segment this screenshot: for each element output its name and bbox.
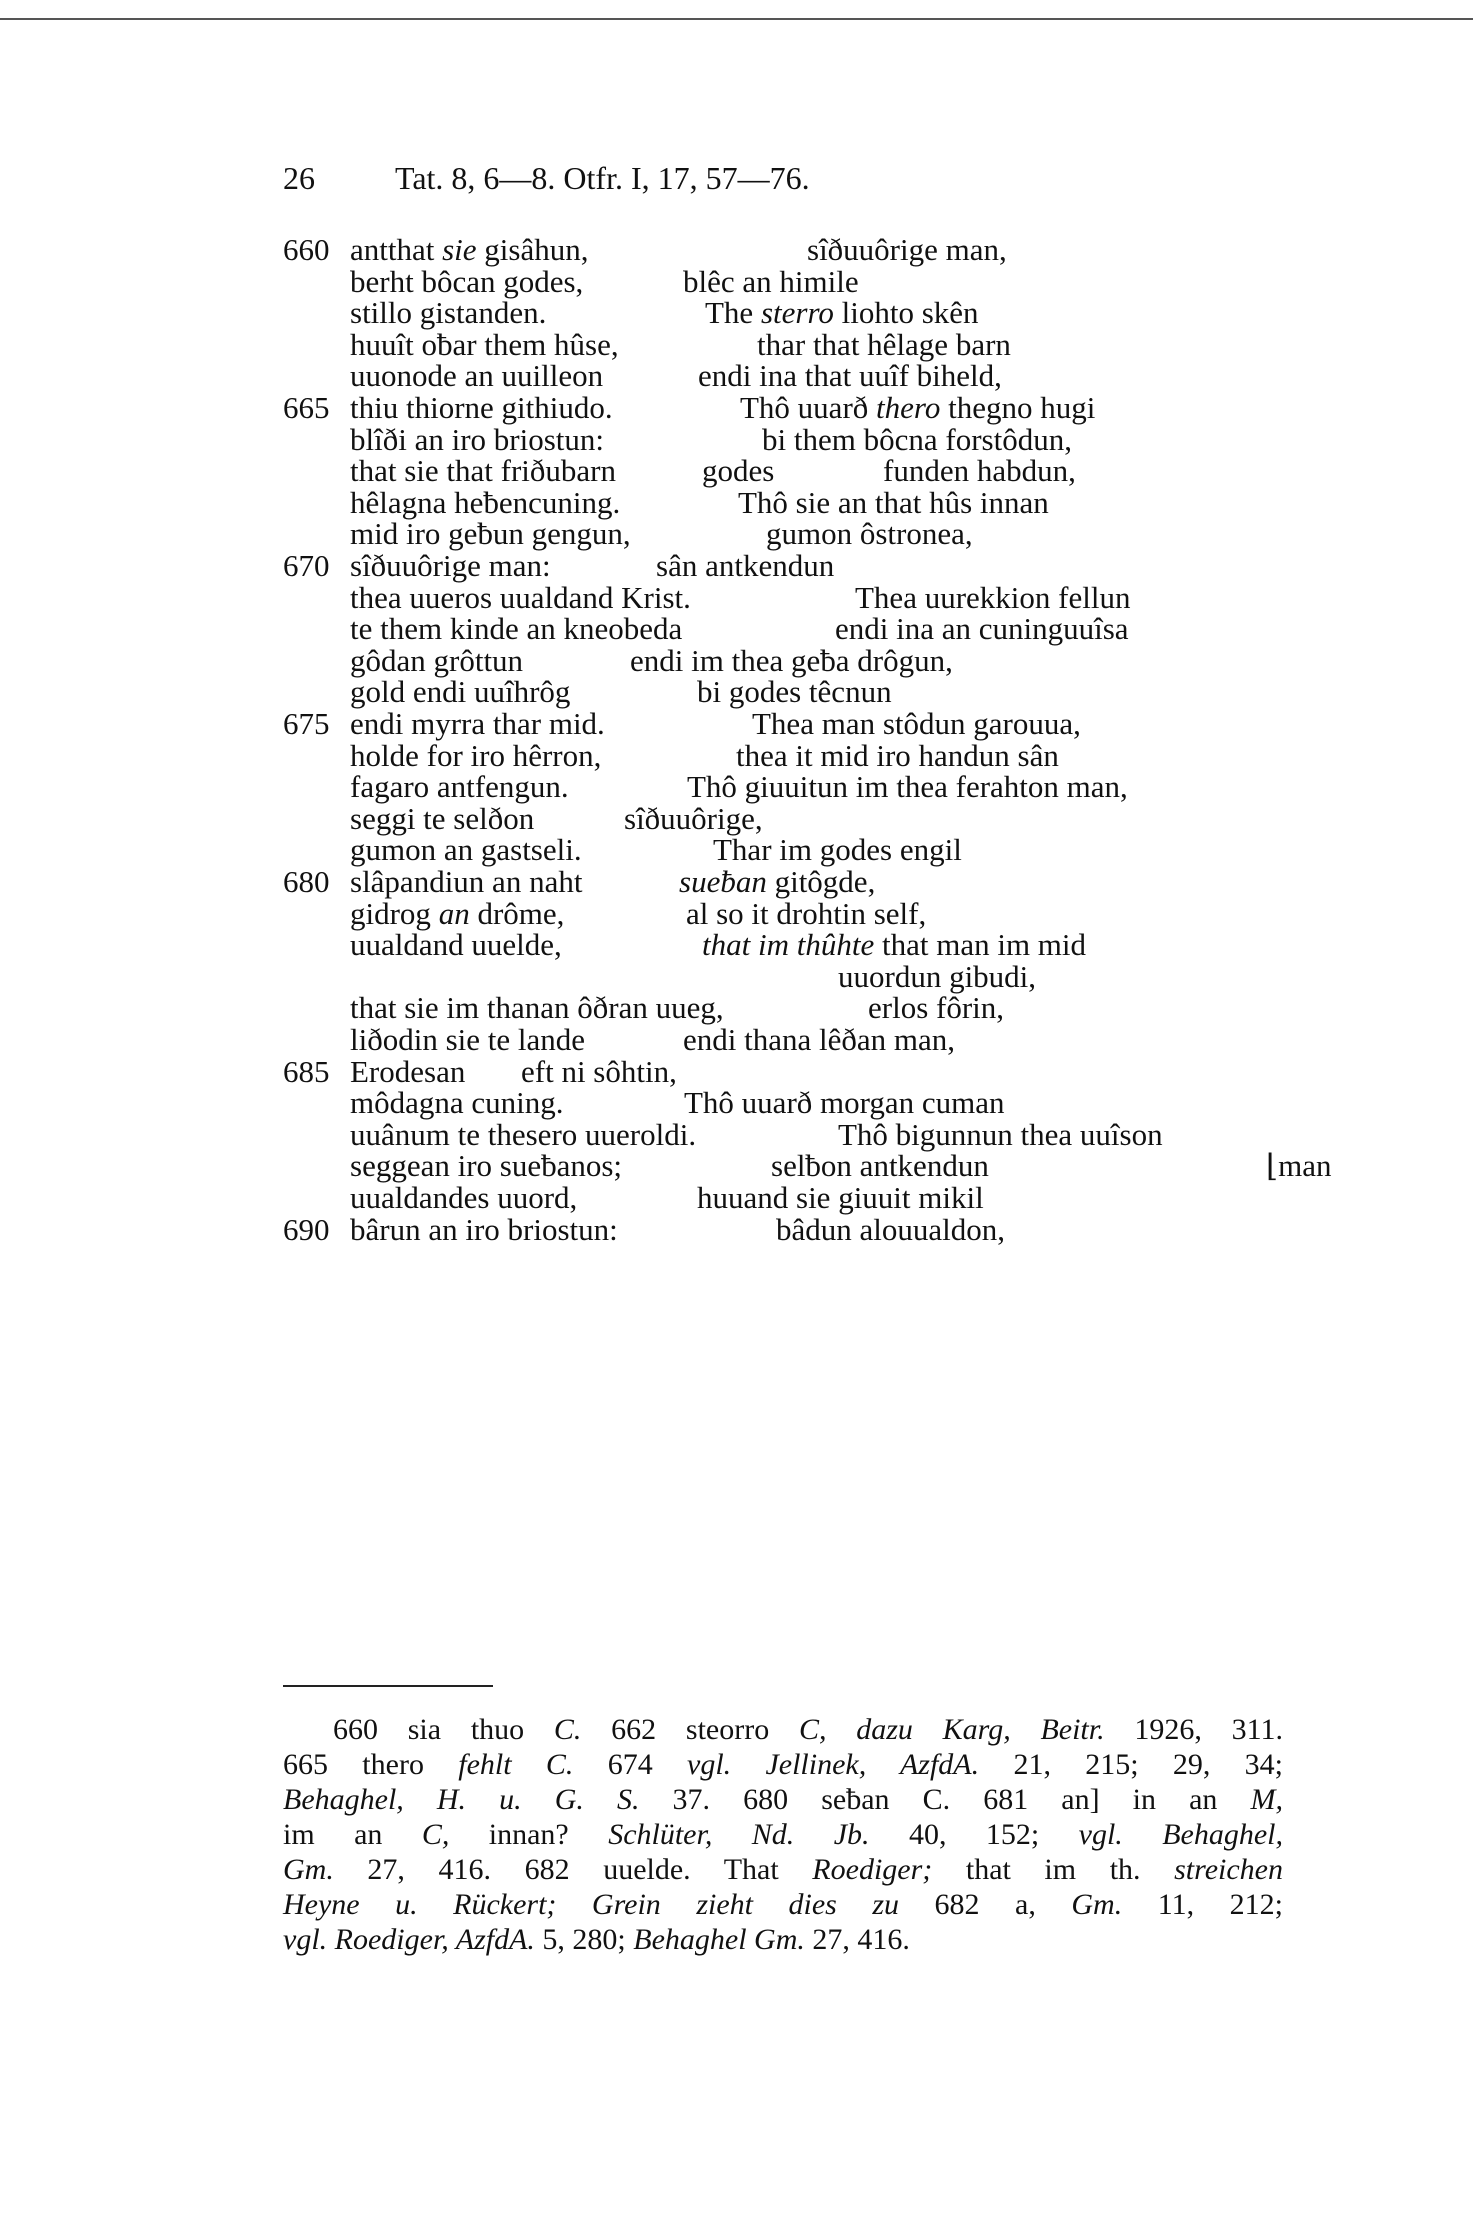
second-half-line: eft ni sôhtin, — [521, 1053, 677, 1089]
second-half-line: uuordun gibudi, — [838, 958, 1037, 994]
first-half-line: antthat sie gisâhun, — [350, 232, 589, 267]
footnote-line-2: 665 thero fehlt C. 674 vgl. Jellinek, AzfdA. 21, 215; 29, 34; — [283, 1748, 1284, 1781]
second-half-line: selƀon antkendun — [771, 1148, 989, 1184]
first-half-line: that sie im thanan ôðran uueg, — [350, 990, 724, 1026]
line-number: 685 — [283, 1053, 330, 1089]
second-half-line: The sterro liohto skên — [705, 295, 979, 331]
first-half-line: uuonode an uuilleon — [350, 358, 604, 394]
footnote-line-4: im an C, innan? Schlüter, Nd. Jb. 40, 152; vgl. Behaghel, — [283, 1818, 1283, 1851]
page-header — [283, 160, 1183, 200]
first-half-line: blîði an iro briostun: — [350, 421, 605, 457]
second-half-line: blêc an himile — [683, 263, 859, 299]
first-half-line: berht bôcan godes, — [350, 263, 584, 299]
line-number: 690 — [283, 1211, 330, 1247]
first-half-line: fagaro antfengun. — [350, 769, 569, 805]
second-half-line: endi ina that uuîf biheld, — [698, 358, 1002, 394]
line-number: 665 — [283, 390, 330, 425]
second-half-line: endi thana lêðan man, — [683, 1022, 956, 1057]
third-segment: funden habdun, — [883, 453, 1076, 489]
first-half-line: holde for iro hêrron, — [350, 737, 602, 773]
first-half-line: thiu thiorne githiudo. — [350, 390, 613, 425]
second-half-line: Thô uuarð morgan cuman — [684, 1085, 1005, 1121]
second-half-line: sueƀan gitôgde, — [679, 864, 876, 899]
second-half-line: Thea uurekkion fellun — [855, 579, 1131, 615]
second-half-line: sân antkendun — [656, 548, 835, 583]
second-half-line: endi im thea geƀa drôgun, — [630, 642, 953, 678]
second-half-line: bâdun alouualdon, — [776, 1211, 1006, 1247]
first-half-line: endi myrra thar mid. — [350, 706, 605, 741]
first-half-line: seggean iro sueƀanos; — [350, 1148, 623, 1184]
second-half-line: bi godes têcnun — [697, 674, 892, 710]
footnote-line-6: Heyne u. Rückert; Grein zieht dies zu 682 a, Gm. 11, 212; — [283, 1888, 1283, 1921]
second-half-line: that im thûhte that man im mid — [702, 927, 1087, 963]
first-half-line: huuît oƀar them hûse, — [350, 326, 619, 362]
first-half-line: bârun an iro briostun: — [350, 1211, 618, 1247]
first-half-line: Erodesan — [350, 1053, 466, 1089]
first-half-line: uualdandes uuord, — [350, 1180, 578, 1215]
second-half-line: Thô sie an that hûs innan — [738, 484, 1049, 520]
line-number: 675 — [283, 706, 330, 741]
second-half-line: gumon ôstronea, — [766, 516, 973, 552]
footnote-line-1: 660 sia thuo C. 662 steorro C, dazu Karg, Beitr. 1926, 311. — [333, 1713, 1284, 1746]
second-half-line: Thô giuuitun im thea ferahton man, — [687, 769, 1128, 805]
footnote-line-5: Gm. 27, 416. 682 uuelde. That Roediger; that im th. streichen — [283, 1853, 1283, 1886]
first-half-line: that sie that friðubarn — [350, 453, 616, 489]
first-half-line: môdagna cuning. — [350, 1085, 564, 1121]
first-half-line: seggi te selðon — [350, 800, 535, 836]
line-number: 670 — [283, 548, 330, 583]
line-number: 680 — [283, 864, 330, 899]
second-half-line: Thea man stôdun garouua, — [752, 706, 1081, 741]
first-half-line: slâpandiun an naht — [350, 864, 583, 899]
first-half-line: gidrog an drôme, — [350, 895, 565, 931]
first-half-line: gold endi uuîhrôg — [350, 674, 571, 710]
verse-line — [0, 1210, 1473, 1254]
second-half-line: bi them bôcna forstôdun, — [762, 421, 1072, 457]
second-half-line: endi ina an cuninguuîsa — [835, 611, 1129, 647]
first-half-line: liðodin sie te lande — [350, 1022, 586, 1057]
first-half-line: te them kinde an kneobeda — [350, 611, 683, 647]
first-half-line: uualdand uuelde, — [350, 927, 562, 963]
line-number: 660 — [283, 232, 330, 267]
first-half-line: gôdan grôttun — [350, 642, 524, 678]
first-half-line: uuânum te thesero uueroldi. — [350, 1116, 697, 1152]
second-half-line: erlos fôrin, — [868, 990, 1005, 1026]
second-half-line: huuand sie giuuit mikil — [697, 1180, 984, 1215]
second-half-line: godes — [702, 453, 775, 489]
first-half-line: gumon an gastseli. — [350, 832, 582, 868]
second-half-line: sîðuuôrige, — [624, 800, 763, 836]
second-half-line: sîðuuôrige man, — [807, 232, 1007, 267]
second-half-line: thea it mid iro handun sân — [736, 737, 1059, 773]
second-half-line: Thô uuarð thero thegno hugi — [740, 390, 1096, 425]
second-half-line: al so it drohtin self, — [686, 895, 927, 931]
third-segment: ⌊man — [1266, 1148, 1332, 1184]
running-title: Tat. 8, 6—8. Otfr. I, 17, 57—76. — [395, 160, 810, 196]
footnote-divider — [283, 1685, 493, 1687]
footnote-line-7: vgl. Roediger, AzfdA. 5, 280; Behaghel Gm. 27, 416. — [283, 1923, 910, 1956]
first-half-line: thea uueros uualdand Krist. — [350, 579, 691, 615]
second-half-line: Thar im godes engil — [713, 832, 962, 868]
first-half-line: sîðuuôrige man: — [350, 548, 551, 583]
second-half-line: Thô bigunnun thea uuîson — [838, 1116, 1163, 1152]
second-half-line: thar that hêlage barn — [757, 326, 1011, 362]
first-half-line: hêlagna heƀencuning. — [350, 484, 621, 520]
footnote-line-3: Behaghel, H. u. G. S. 37. 680 seƀan C. 681 an] in an M, — [283, 1783, 1283, 1816]
first-half-line: stillo gistanden. — [350, 295, 547, 331]
footnotes — [283, 1712, 1283, 1957]
first-half-line: mid iro geƀun gengun, — [350, 516, 631, 552]
page-number: 26 — [283, 160, 315, 196]
